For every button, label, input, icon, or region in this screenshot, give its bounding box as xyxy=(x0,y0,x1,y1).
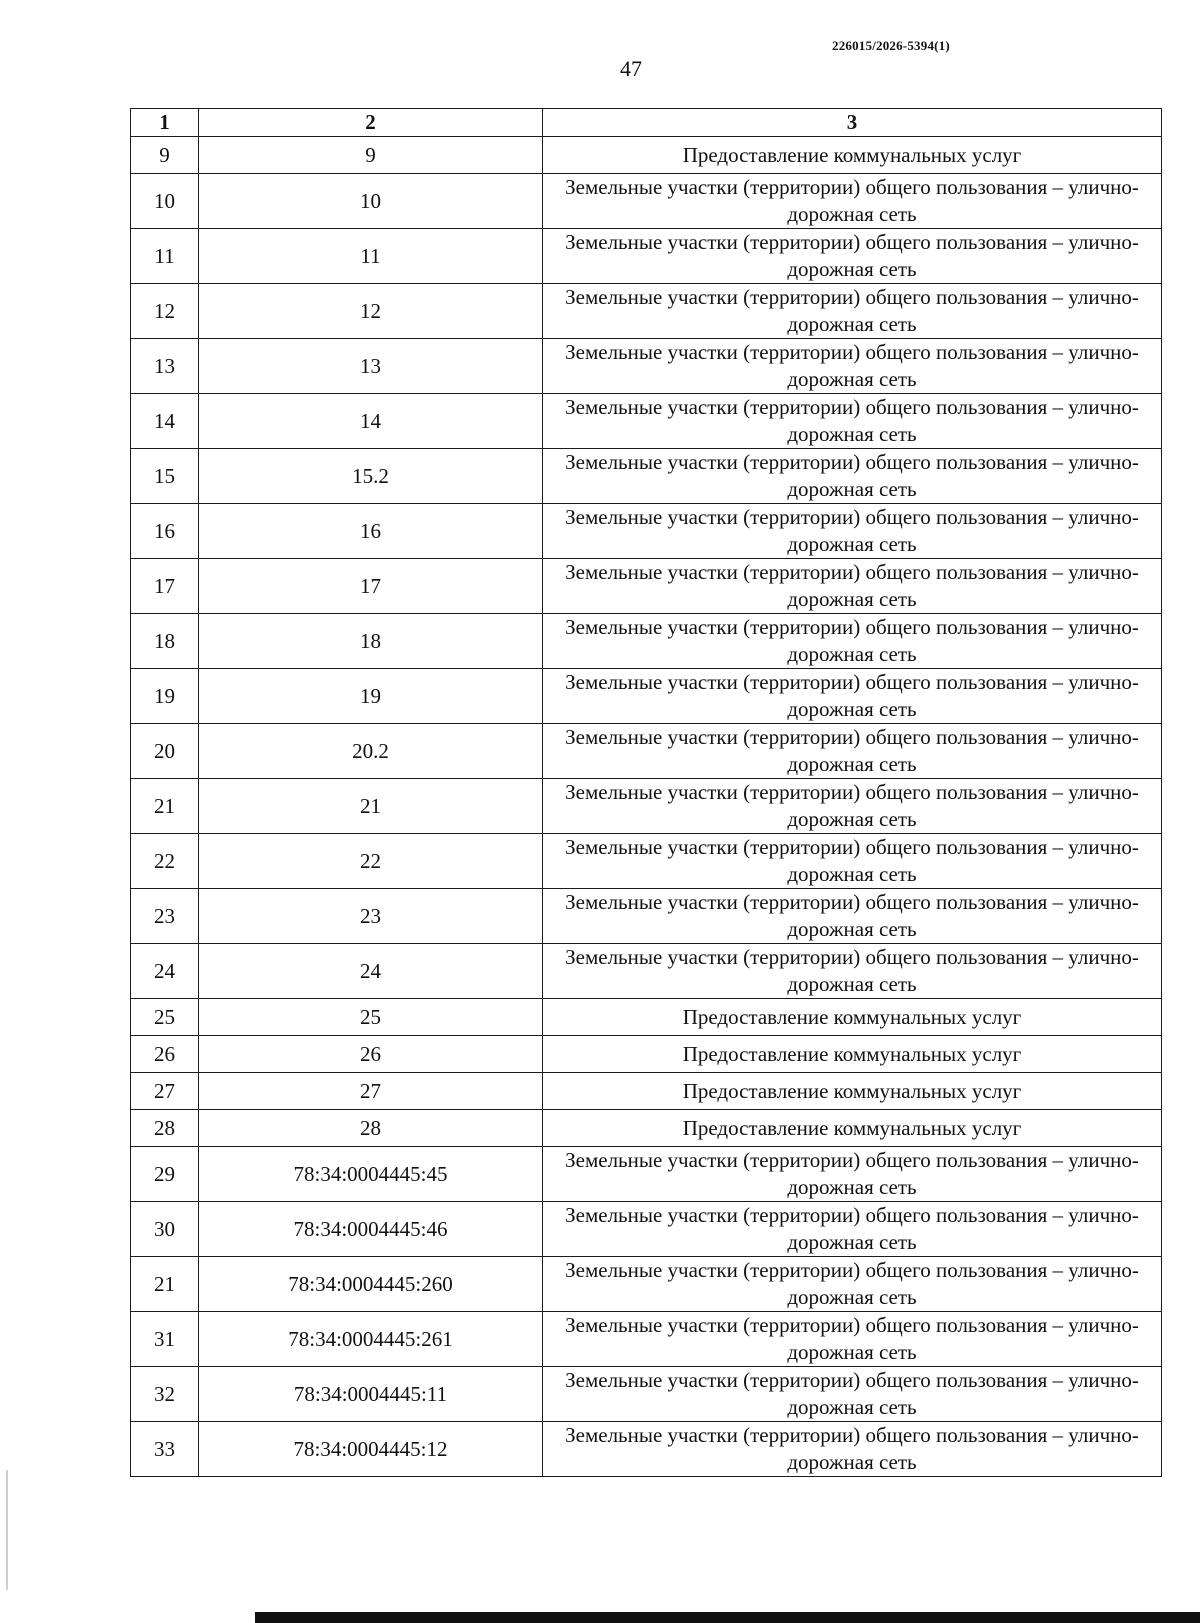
row-number-cell: 14 xyxy=(131,394,199,449)
parcel-id-cell: 21 xyxy=(199,779,543,834)
row-number-cell: 20 xyxy=(131,724,199,779)
table-row xyxy=(131,1202,1162,1257)
table-row xyxy=(131,724,1162,779)
parcel-id-cell: 14 xyxy=(199,394,543,449)
table-row xyxy=(131,1073,1162,1110)
parcel-id-cell: 18 xyxy=(199,614,543,669)
document-code: 226015/2026-5394(1) xyxy=(832,38,950,53)
land-use-cell: Земельные участки (территории) общего пользования – улично-дорожная сеть xyxy=(543,504,1162,559)
land-use-cell: Земельные участки (территории) общего пользования – улично-дорожная сеть xyxy=(543,669,1162,724)
column-header-3: 3 xyxy=(543,109,1162,137)
table-row xyxy=(131,1036,1162,1073)
parcel-id-cell: 16 xyxy=(199,504,543,559)
row-number-cell: 24 xyxy=(131,944,199,999)
table-row xyxy=(131,1422,1162,1477)
column-header-1: 1 xyxy=(131,109,199,137)
land-use-cell: Предоставление коммунальных услуг xyxy=(543,999,1162,1036)
table-row xyxy=(131,229,1162,284)
table-row xyxy=(131,1110,1162,1147)
parcel-id-cell: 78:34:0004445:46 xyxy=(199,1202,543,1257)
page-number: 47 xyxy=(620,56,642,81)
parcel-id-cell: 19 xyxy=(199,669,543,724)
land-use-cell: Предоставление коммунальных услуг xyxy=(543,1036,1162,1073)
parcel-id-cell: 26 xyxy=(199,1036,543,1073)
row-number-cell: 25 xyxy=(131,999,199,1036)
scan-bottom-edge xyxy=(255,1612,1200,1623)
parcel-id-cell: 25 xyxy=(199,999,543,1036)
table-row xyxy=(131,779,1162,834)
table-row xyxy=(131,137,1162,174)
land-use-cell: Земельные участки (территории) общего пользования – улично-дорожная сеть xyxy=(543,449,1162,504)
table-row xyxy=(131,889,1162,944)
land-use-cell: Земельные участки (территории) общего пользования – улично-дорожная сеть xyxy=(543,1312,1162,1367)
table-row xyxy=(131,1257,1162,1312)
row-number-cell: 26 xyxy=(131,1036,199,1073)
parcel-id-cell: 17 xyxy=(199,559,543,614)
table-row xyxy=(131,1367,1162,1422)
row-number-cell: 23 xyxy=(131,889,199,944)
parcel-id-cell: 20.2 xyxy=(199,724,543,779)
row-number-cell: 17 xyxy=(131,559,199,614)
table-header-row xyxy=(131,109,1162,137)
land-use-cell: Земельные участки (территории) общего пользования – улично-дорожная сеть xyxy=(543,1367,1162,1422)
table-row xyxy=(131,339,1162,394)
row-number-cell: 31 xyxy=(131,1312,199,1367)
table-row xyxy=(131,614,1162,669)
parcel-id-cell: 28 xyxy=(199,1110,543,1147)
table-row xyxy=(131,1147,1162,1202)
land-use-cell: Земельные участки (территории) общего пользования – улично-дорожная сеть xyxy=(543,724,1162,779)
land-use-cell: Земельные участки (территории) общего пользования – улично-дорожная сеть xyxy=(543,1257,1162,1312)
table-row xyxy=(131,504,1162,559)
land-use-cell: Земельные участки (территории) общего пользования – улично-дорожная сеть xyxy=(543,229,1162,284)
land-use-cell: Земельные участки (территории) общего пользования – улично-дорожная сеть xyxy=(543,1422,1162,1477)
row-number-cell: 19 xyxy=(131,669,199,724)
row-number-cell: 29 xyxy=(131,1147,199,1202)
land-use-cell: Земельные участки (территории) общего пользования – улично-дорожная сеть xyxy=(543,339,1162,394)
scan-margin-line xyxy=(6,1470,8,1590)
land-use-cell: Земельные участки (территории) общего пользования – улично-дорожная сеть xyxy=(543,1202,1162,1257)
row-number-cell: 12 xyxy=(131,284,199,339)
land-use-cell: Земельные участки (территории) общего пользования – улично-дорожная сеть xyxy=(543,889,1162,944)
table-row xyxy=(131,834,1162,889)
parcel-id-cell: 78:34:0004445:12 xyxy=(199,1422,543,1477)
land-use-cell: Земельные участки (территории) общего пользования – улично-дорожная сеть xyxy=(543,834,1162,889)
land-use-cell: Предоставление коммунальных услуг xyxy=(543,137,1162,174)
table-row xyxy=(131,174,1162,229)
row-number-cell: 13 xyxy=(131,339,199,394)
row-number-cell: 32 xyxy=(131,1367,199,1422)
parcel-id-cell: 11 xyxy=(199,229,543,284)
row-number-cell: 30 xyxy=(131,1202,199,1257)
row-number-cell: 15 xyxy=(131,449,199,504)
row-number-cell: 27 xyxy=(131,1073,199,1110)
land-use-cell: Земельные участки (территории) общего пользования – улично-дорожная сеть xyxy=(543,394,1162,449)
row-number-cell: 22 xyxy=(131,834,199,889)
row-number-cell: 16 xyxy=(131,504,199,559)
row-number-cell: 9 xyxy=(131,137,199,174)
parcel-id-cell: 22 xyxy=(199,834,543,889)
table-row xyxy=(131,1312,1162,1367)
table-row xyxy=(131,394,1162,449)
parcel-id-cell: 78:34:0004445:260 xyxy=(199,1257,543,1312)
parcel-id-cell: 15.2 xyxy=(199,449,543,504)
table-row xyxy=(131,559,1162,614)
land-use-table xyxy=(130,108,1162,1477)
table-row xyxy=(131,944,1162,999)
table-body xyxy=(131,137,1162,1477)
land-use-cell: Земельные участки (территории) общего пользования – улично-дорожная сеть xyxy=(543,944,1162,999)
parcel-id-cell: 27 xyxy=(199,1073,543,1110)
table-row xyxy=(131,284,1162,339)
row-number-cell: 21 xyxy=(131,779,199,834)
land-use-cell: Земельные участки (территории) общего пользования – улично-дорожная сеть xyxy=(543,614,1162,669)
land-use-cell: Земельные участки (территории) общего пользования – улично-дорожная сеть xyxy=(543,559,1162,614)
row-number-cell: 11 xyxy=(131,229,199,284)
parcel-id-cell: 24 xyxy=(199,944,543,999)
parcel-id-cell: 78:34:0004445:45 xyxy=(199,1147,543,1202)
land-use-cell: Земельные участки (территории) общего пользования – улично-дорожная сеть xyxy=(543,1147,1162,1202)
table-row xyxy=(131,999,1162,1036)
column-header-2: 2 xyxy=(199,109,543,137)
parcel-id-cell: 23 xyxy=(199,889,543,944)
parcel-id-cell: 12 xyxy=(199,284,543,339)
row-number-cell: 10 xyxy=(131,174,199,229)
land-use-cell: Предоставление коммунальных услуг xyxy=(543,1073,1162,1110)
land-use-cell: Земельные участки (территории) общего пользования – улично-дорожная сеть xyxy=(543,174,1162,229)
row-number-cell: 18 xyxy=(131,614,199,669)
row-number-cell: 33 xyxy=(131,1422,199,1477)
table-row xyxy=(131,449,1162,504)
table-row xyxy=(131,669,1162,724)
land-use-cell: Земельные участки (территории) общего пользования – улично-дорожная сеть xyxy=(543,284,1162,339)
row-number-cell: 21 xyxy=(131,1257,199,1312)
parcel-id-cell: 9 xyxy=(199,137,543,174)
parcel-id-cell: 13 xyxy=(199,339,543,394)
land-use-cell: Земельные участки (территории) общего пользования – улично-дорожная сеть xyxy=(543,779,1162,834)
parcel-id-cell: 78:34:0004445:11 xyxy=(199,1367,543,1422)
parcel-id-cell: 10 xyxy=(199,174,543,229)
land-use-cell: Предоставление коммунальных услуг xyxy=(543,1110,1162,1147)
row-number-cell: 28 xyxy=(131,1110,199,1147)
parcel-id-cell: 78:34:0004445:261 xyxy=(199,1312,543,1367)
